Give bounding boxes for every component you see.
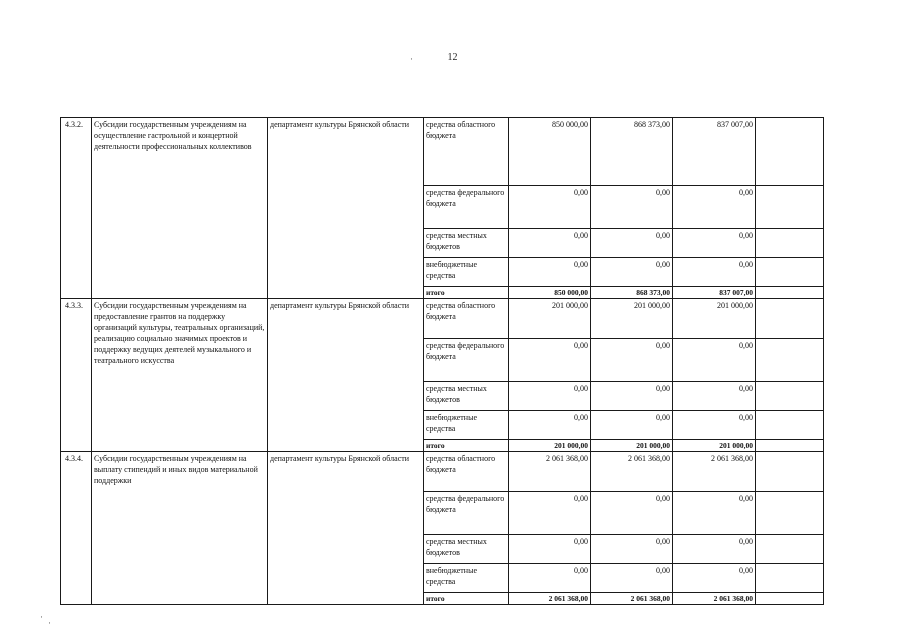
amount-year-3: 0,00 <box>673 535 756 564</box>
amount-year-1: 201 000,00 <box>509 440 591 452</box>
amount-year-2: 2 061 368,00 <box>591 593 673 605</box>
funding-source-label: внебюджетные средства <box>424 564 509 593</box>
scan-speck: · <box>48 618 51 628</box>
amount-year-1: 0,00 <box>509 229 591 258</box>
item-executor: департамент культуры Брянской области <box>268 299 424 452</box>
table-row <box>61 452 824 492</box>
amount-year-3: 0,00 <box>673 258 756 287</box>
amount-year-2: 868 373,00 <box>591 118 673 186</box>
item-code: 4.3.4. <box>61 452 92 605</box>
funding-source-label: средства областного бюджета <box>424 118 509 186</box>
funding-source-label: итого <box>424 440 509 452</box>
amount-year-1: 0,00 <box>509 535 591 564</box>
amount-year-2: 201 000,00 <box>591 440 673 452</box>
funding-source-label: средства областного бюджета <box>424 452 509 492</box>
item-code: 4.3.3. <box>61 299 92 452</box>
table-body <box>61 118 824 605</box>
amount-year-1: 0,00 <box>509 492 591 535</box>
amount-year-1: 2 061 368,00 <box>509 452 591 492</box>
item-name: Субсидии государственным учреждениям на выплату стипендий и иных видов материальной поддержки <box>92 452 268 605</box>
amount-year-4 <box>756 492 824 535</box>
amount-year-1: 201 000,00 <box>509 299 591 339</box>
amount-year-1: 0,00 <box>509 339 591 382</box>
table-row <box>61 299 824 339</box>
amount-year-1: 850 000,00 <box>509 118 591 186</box>
funding-source-label: итого <box>424 287 509 299</box>
amount-year-3: 0,00 <box>673 492 756 535</box>
amount-year-2: 0,00 <box>591 339 673 382</box>
amount-year-1: 0,00 <box>509 186 591 229</box>
amount-year-2: 0,00 <box>591 186 673 229</box>
funding-source-label: средства областного бюджета <box>424 299 509 339</box>
amount-year-4 <box>756 411 824 440</box>
item-name: Субсидии государственным учреждениям на предоставление грантов на поддержку организаций культуры, театральных организаций, реализацию социально значимых проектов и поддержку ведущих деятелей музыкального и театрального искусства <box>92 299 268 452</box>
amount-year-3: 0,00 <box>673 382 756 411</box>
amount-year-4 <box>756 339 824 382</box>
amount-year-4 <box>756 258 824 287</box>
amount-year-3: 0,00 <box>673 186 756 229</box>
amount-year-4 <box>756 287 824 299</box>
amount-year-1: 850 000,00 <box>509 287 591 299</box>
amount-year-3: 837 007,00 <box>673 118 756 186</box>
amount-year-2: 0,00 <box>591 229 673 258</box>
amount-year-4 <box>756 564 824 593</box>
item-code: 4.3.2. <box>61 118 92 299</box>
item-executor: департамент культуры Брянской области <box>268 452 424 605</box>
amount-year-2: 868 373,00 <box>591 287 673 299</box>
amount-year-1: 0,00 <box>509 411 591 440</box>
amount-year-2: 0,00 <box>591 382 673 411</box>
amount-year-1: 0,00 <box>509 258 591 287</box>
item-executor: департамент культуры Брянской области <box>268 118 424 299</box>
amount-year-4 <box>756 299 824 339</box>
funding-source-label: средства федерального бюджета <box>424 186 509 229</box>
funding-source-label: средства местных бюджетов <box>424 535 509 564</box>
amount-year-3: 201 000,00 <box>673 299 756 339</box>
amount-year-1: 0,00 <box>509 382 591 411</box>
amount-year-4 <box>756 440 824 452</box>
amount-year-1: 0,00 <box>509 564 591 593</box>
amount-year-3: 0,00 <box>673 339 756 382</box>
item-name: Субсидии государственным учреждениям на осуществление гастрольной и концертной деятельности профессиональных коллективов <box>92 118 268 299</box>
amount-year-2: 2 061 368,00 <box>591 452 673 492</box>
funding-source-label: средства местных бюджетов <box>424 229 509 258</box>
amount-year-1: 2 061 368,00 <box>509 593 591 605</box>
scan-speck: · <box>40 612 43 622</box>
amount-year-4 <box>756 452 824 492</box>
funding-source-label: средства федерального бюджета <box>424 492 509 535</box>
amount-year-3: 2 061 368,00 <box>673 593 756 605</box>
funding-source-label: внебюджетные средства <box>424 411 509 440</box>
amount-year-4 <box>756 118 824 186</box>
amount-year-2: 201 000,00 <box>591 299 673 339</box>
amount-year-2: 0,00 <box>591 258 673 287</box>
amount-year-3: 201 000,00 <box>673 440 756 452</box>
amount-year-3: 0,00 <box>673 564 756 593</box>
amount-year-3: 0,00 <box>673 229 756 258</box>
amount-year-2: 0,00 <box>591 535 673 564</box>
funding-source-label: внебюджетные средства <box>424 258 509 287</box>
funding-source-label: итого <box>424 593 509 605</box>
amount-year-2: 0,00 <box>591 411 673 440</box>
amount-year-3: 2 061 368,00 <box>673 452 756 492</box>
funding-source-label: средства федерального бюджета <box>424 339 509 382</box>
amount-year-4 <box>756 382 824 411</box>
scan-speck: · <box>410 54 413 64</box>
amount-year-4 <box>756 535 824 564</box>
amount-year-2: 0,00 <box>591 492 673 535</box>
amount-year-4 <box>756 593 824 605</box>
funding-source-label: средства местных бюджетов <box>424 382 509 411</box>
amount-year-2: 0,00 <box>591 564 673 593</box>
amount-year-3: 0,00 <box>673 411 756 440</box>
amount-year-4 <box>756 229 824 258</box>
amount-year-3: 837 007,00 <box>673 287 756 299</box>
page-number: 12 <box>447 52 458 63</box>
budget-table <box>60 117 824 605</box>
amount-year-4 <box>756 186 824 229</box>
table-row <box>61 118 824 186</box>
